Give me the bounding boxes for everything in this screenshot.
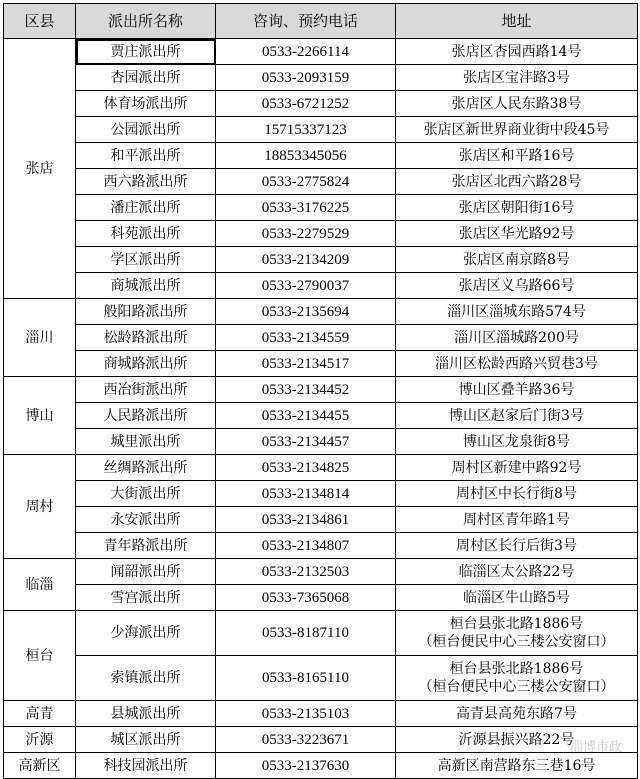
- table-row: [4, 429, 638, 455]
- phone-cell: 15715337123: [216, 117, 396, 143]
- table-row: [4, 585, 638, 611]
- phone-cell: 0533-7365068: [216, 585, 396, 611]
- address-cell: 周村区新建中路92号: [396, 455, 638, 481]
- phone-cell: 0533-8165110: [216, 656, 396, 701]
- table-row: [4, 117, 638, 143]
- table-row: [4, 559, 638, 585]
- phone-cell: 0533-2134807: [216, 533, 396, 559]
- table-row: [4, 247, 638, 273]
- table-row: [4, 39, 638, 65]
- address-cell: 临淄区太公路22号: [396, 559, 638, 585]
- district-cell: 张店: [4, 39, 76, 299]
- phone-cell: 18853345056: [216, 143, 396, 169]
- station-cell: 城区派出所: [76, 727, 216, 753]
- address-cell: 张店区杏园西路14号: [396, 39, 638, 65]
- station-cell: 西六路派出所: [76, 169, 216, 195]
- address-cell: 张店区人民东路38号: [396, 91, 638, 117]
- address-cell: 张店区朝阳街16号: [396, 195, 638, 221]
- phone-cell: 0533-2134825: [216, 455, 396, 481]
- station-cell: 杏园派出所: [76, 65, 216, 91]
- table-row: [4, 195, 638, 221]
- address-cell: 张店区新世界商业街中段45号: [396, 117, 638, 143]
- station-cell: 丝绸路派出所: [76, 455, 216, 481]
- phone-cell: 0533-2134559: [216, 325, 396, 351]
- station-cell: 松龄路派出所: [76, 325, 216, 351]
- station-cell: 潘庄派出所: [76, 195, 216, 221]
- phone-cell: 0533-3176225: [216, 195, 396, 221]
- table-row: [4, 65, 638, 91]
- station-cell: 商城路派出所: [76, 351, 216, 377]
- header-district: 区县: [4, 4, 76, 39]
- station-cell: 科苑派出所: [76, 221, 216, 247]
- table-row: [4, 221, 638, 247]
- police-station-table: [3, 3, 638, 779]
- district-cell: 博山: [4, 377, 76, 455]
- header-row: [4, 4, 638, 39]
- phone-cell: 0533-3223671: [216, 727, 396, 753]
- phone-cell: 0533-2266114: [216, 39, 396, 65]
- phone-cell: 0533-2790037: [216, 273, 396, 299]
- address-cell: 张店区南京路8号: [396, 247, 638, 273]
- table-row: [4, 325, 638, 351]
- station-cell: 雪宫派出所: [76, 585, 216, 611]
- table-row: [4, 377, 638, 403]
- table-row: [4, 481, 638, 507]
- table-row: [4, 611, 638, 656]
- address-cell: 周村区长行后街3号: [396, 533, 638, 559]
- phone-cell: 0533-6721252: [216, 91, 396, 117]
- table-row: [4, 143, 638, 169]
- address-cell: 张店区华光路92号: [396, 221, 638, 247]
- district-cell: 淄川: [4, 299, 76, 377]
- phone-cell: 0533-2134209: [216, 247, 396, 273]
- address-cell: 博山区龙泉街8号: [396, 429, 638, 455]
- station-cell: 青年路派出所: [76, 533, 216, 559]
- table-row: [4, 351, 638, 377]
- address-cell: 沂源县振兴路22号: [396, 727, 638, 753]
- phone-cell: 0533-2134457: [216, 429, 396, 455]
- header-phone: 咨询、预约电话: [216, 4, 396, 39]
- district-cell: 高青: [4, 701, 76, 727]
- station-cell: 索镇派出所: [76, 656, 216, 701]
- phone-cell: 0533-2093159: [216, 65, 396, 91]
- station-cell: 大街派出所: [76, 481, 216, 507]
- address-cell: 桓台县张北路1886号 （桓台便民中心三楼公安窗口）: [396, 611, 638, 656]
- station-cell: 商城派出所: [76, 273, 216, 299]
- table-row: [4, 533, 638, 559]
- station-cell: 城里派出所: [76, 429, 216, 455]
- station-cell: 西冶街派出所: [76, 377, 216, 403]
- header-address: 地址: [396, 4, 638, 39]
- address-cell: 淄川区淄城东路574号: [396, 299, 638, 325]
- table-row: [4, 656, 638, 701]
- phone-cell: 0533-2134452: [216, 377, 396, 403]
- table-row: [4, 169, 638, 195]
- phone-cell: 0533-2775824: [216, 169, 396, 195]
- address-cell: 博山区赵家后门街3号: [396, 403, 638, 429]
- table-row: [4, 273, 638, 299]
- district-cell: 周村: [4, 455, 76, 559]
- phone-cell: 0533-2132503: [216, 559, 396, 585]
- address-cell: 周村区青年路1号: [396, 507, 638, 533]
- address-cell: 张店区北西六路28号: [396, 169, 638, 195]
- station-cell: 永安派出所: [76, 507, 216, 533]
- station-cell: 少海派出所: [76, 611, 216, 656]
- station-cell: 县城派出所: [76, 701, 216, 727]
- district-cell: 高新区: [4, 753, 76, 779]
- header-station: 派出所名称: [76, 4, 216, 39]
- table-row: [4, 753, 638, 779]
- address-cell: 临淄区牛山路5号: [396, 585, 638, 611]
- district-cell: 临淄: [4, 559, 76, 611]
- table-row: [4, 701, 638, 727]
- phone-cell: 0533-2134455: [216, 403, 396, 429]
- station-cell: 和平派出所: [76, 143, 216, 169]
- address-cell: 张店区宝沣路3号: [396, 65, 638, 91]
- station-cell: 闻韶派出所: [76, 559, 216, 585]
- address-cell: 桓台县张北路1886号 （桓台便民中心三楼公安窗口）: [396, 656, 638, 701]
- phone-cell: 0533-2137630: [216, 753, 396, 779]
- address-cell: 博山区叠羊路36号: [396, 377, 638, 403]
- address-cell: 高青县高苑东路7号: [396, 701, 638, 727]
- phone-cell: 0533-2134517: [216, 351, 396, 377]
- station-cell: 公园派出所: [76, 117, 216, 143]
- district-cell: 桓台: [4, 611, 76, 701]
- phone-cell: 0533-8187110: [216, 611, 396, 656]
- address-cell: 淄川区松龄西路兴贸巷3号: [396, 351, 638, 377]
- table-body: [4, 39, 638, 779]
- phone-cell: 0533-2134861: [216, 507, 396, 533]
- table-row: [4, 507, 638, 533]
- station-cell: 体育场派出所: [76, 91, 216, 117]
- address-cell: 高新区南营路东三巷16号: [396, 753, 638, 779]
- phone-cell: 0533-2135103: [216, 701, 396, 727]
- station-cell: 人民路派出所: [76, 403, 216, 429]
- station-cell: 科技园派出所: [76, 753, 216, 779]
- station-cell: 贾庄派出所: [76, 39, 216, 65]
- address-cell: 张店区和平路16号: [396, 143, 638, 169]
- phone-cell: 0533-2279529: [216, 221, 396, 247]
- address-cell: 张店区义乌路66号: [396, 273, 638, 299]
- address-cell: 周村区中长行街8号: [396, 481, 638, 507]
- watermark: 淄博市政: [569, 740, 622, 755]
- table-row: [4, 727, 638, 753]
- phone-cell: 0533-2135694: [216, 299, 396, 325]
- table-row: [4, 91, 638, 117]
- district-cell: 沂源: [4, 727, 76, 753]
- phone-cell: 0533-2134814: [216, 481, 396, 507]
- table-row: [4, 455, 638, 481]
- table-row: [4, 299, 638, 325]
- address-cell: 淄川区淄城路200号: [396, 325, 638, 351]
- table-row: [4, 403, 638, 429]
- station-cell: 般阳路派出所: [76, 299, 216, 325]
- station-cell: 学区派出所: [76, 247, 216, 273]
